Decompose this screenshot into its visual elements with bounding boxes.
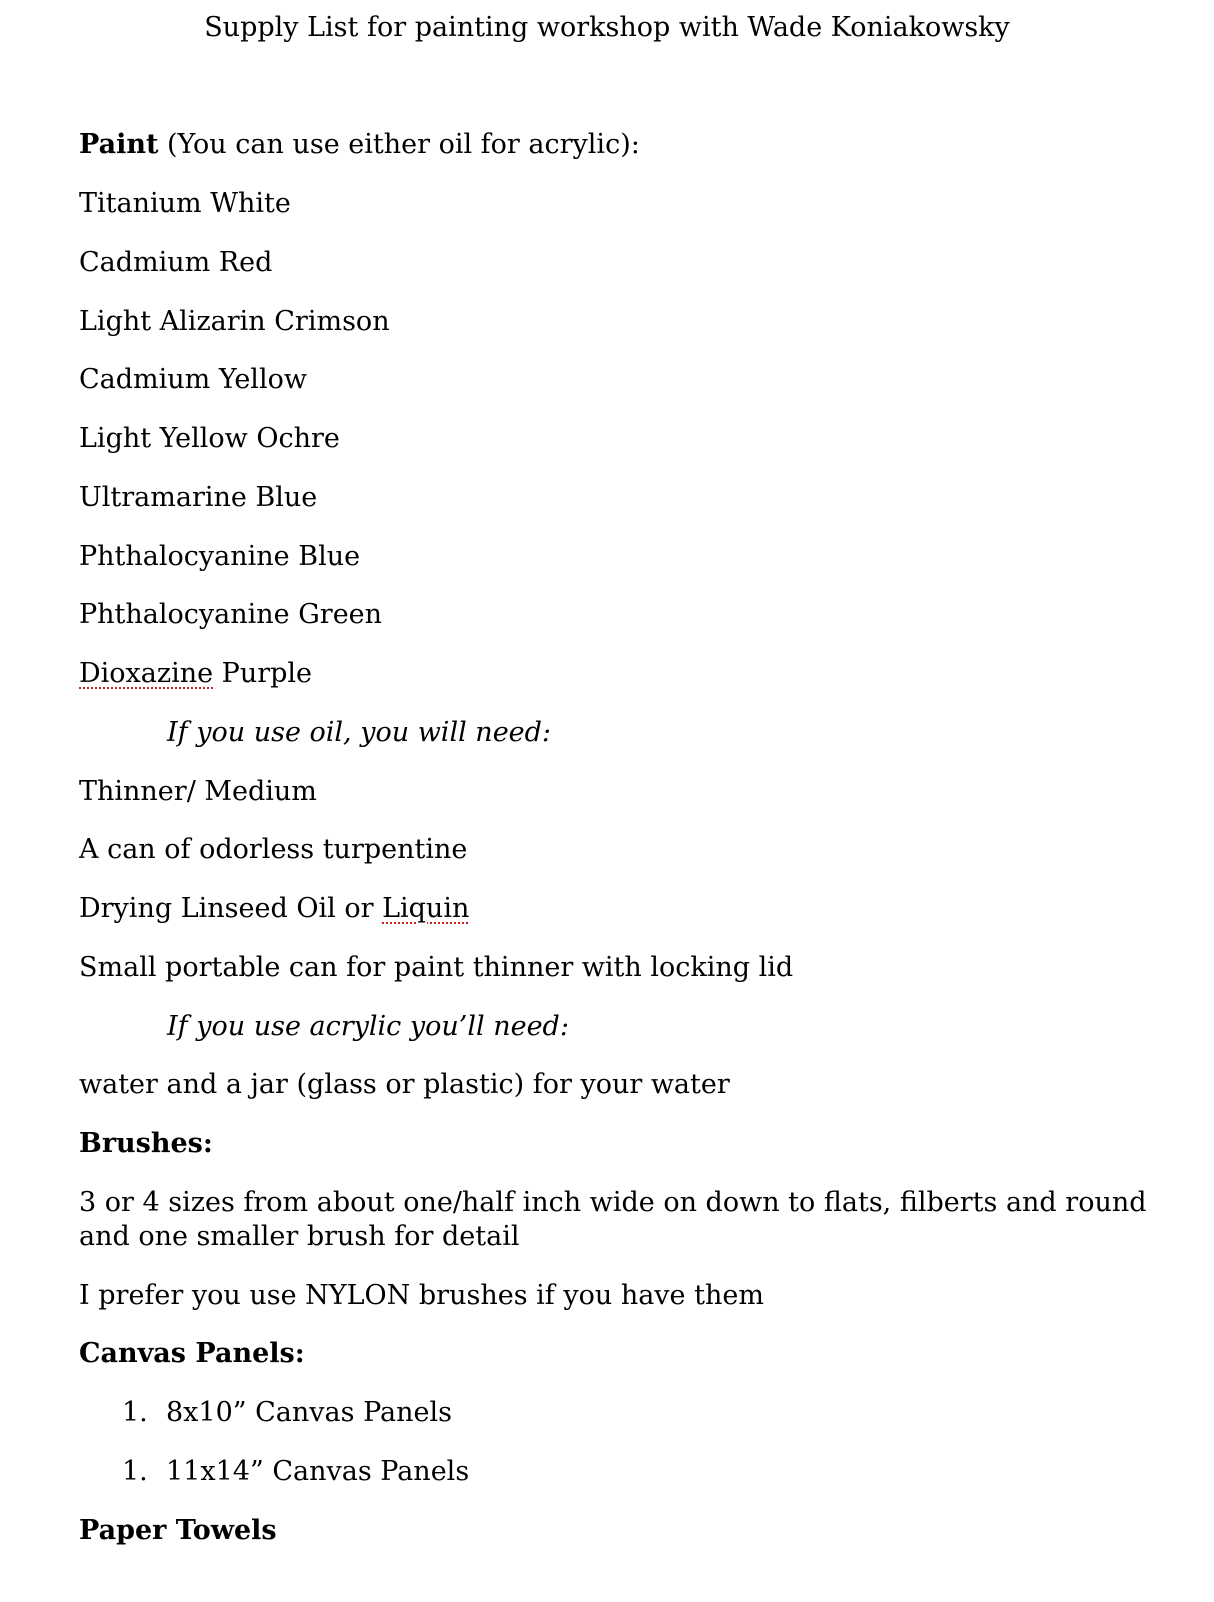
paint-color-item: Light Yellow Ochre [79,423,340,454]
paint-color-item: Phthalocyanine Green [79,599,383,630]
oil-item [79,892,469,926]
brushes-preference: I prefer you use NYLON brushes if you have them [79,1280,764,1311]
list-number: 1. [122,1456,148,1487]
paint-color-item: Phthalocyanine Blue [79,541,361,572]
canvas-list-item [122,1396,452,1430]
list-text: 11x14” Canvas Panels [166,1456,470,1487]
oil-item: Small portable can for paint thinner with locking lid [79,952,794,983]
paint-heading: Paint [79,129,159,160]
canvas-heading: Canvas Panels: [79,1338,305,1369]
brushes-heading: Brushes: [79,1128,213,1159]
paint-color-item: Light Alizarin Crimson [79,306,390,337]
canvas-list-item [122,1455,469,1489]
drying-prefix: Drying Linseed Oil or [79,893,383,924]
acrylic-item: water and a jar (glass or plastic) for your water [79,1069,730,1100]
paint-color-suffix: Purple [213,658,313,689]
oil-heading: If you use oil, you will need: [167,717,552,748]
paint-heading-line [79,128,640,162]
paint-color-item: Cadmium Yellow [79,364,307,395]
oil-item: A can of odorless turpentine [79,834,468,865]
document-title: Supply List for painting workshop with Wade Koniakowsky [204,12,1010,43]
paint-color-item: Titanium White [79,188,291,219]
brushes-sizes: 3 or 4 sizes from about one/half inch wide on down to flats, filberts and round and one smaller brush for detail [79,1187,1147,1252]
paint-color-item: Cadmium Red [79,247,273,278]
paint-note: (You can use either oil for acrylic): [158,129,640,160]
list-text: 8x10” Canvas Panels [166,1397,452,1428]
list-number: 1. [122,1397,148,1428]
spellcheck-word: Liquin [382,893,470,924]
paint-color-item [79,657,312,691]
towels-heading: Paper Towels [79,1515,277,1546]
acrylic-heading: If you use acrylic you’ll need: [167,1011,569,1042]
spellcheck-word: Dioxazine [79,658,214,689]
paint-color-item: Ultramarine Blue [79,482,318,513]
oil-item: Thinner/ Medium [79,776,317,807]
